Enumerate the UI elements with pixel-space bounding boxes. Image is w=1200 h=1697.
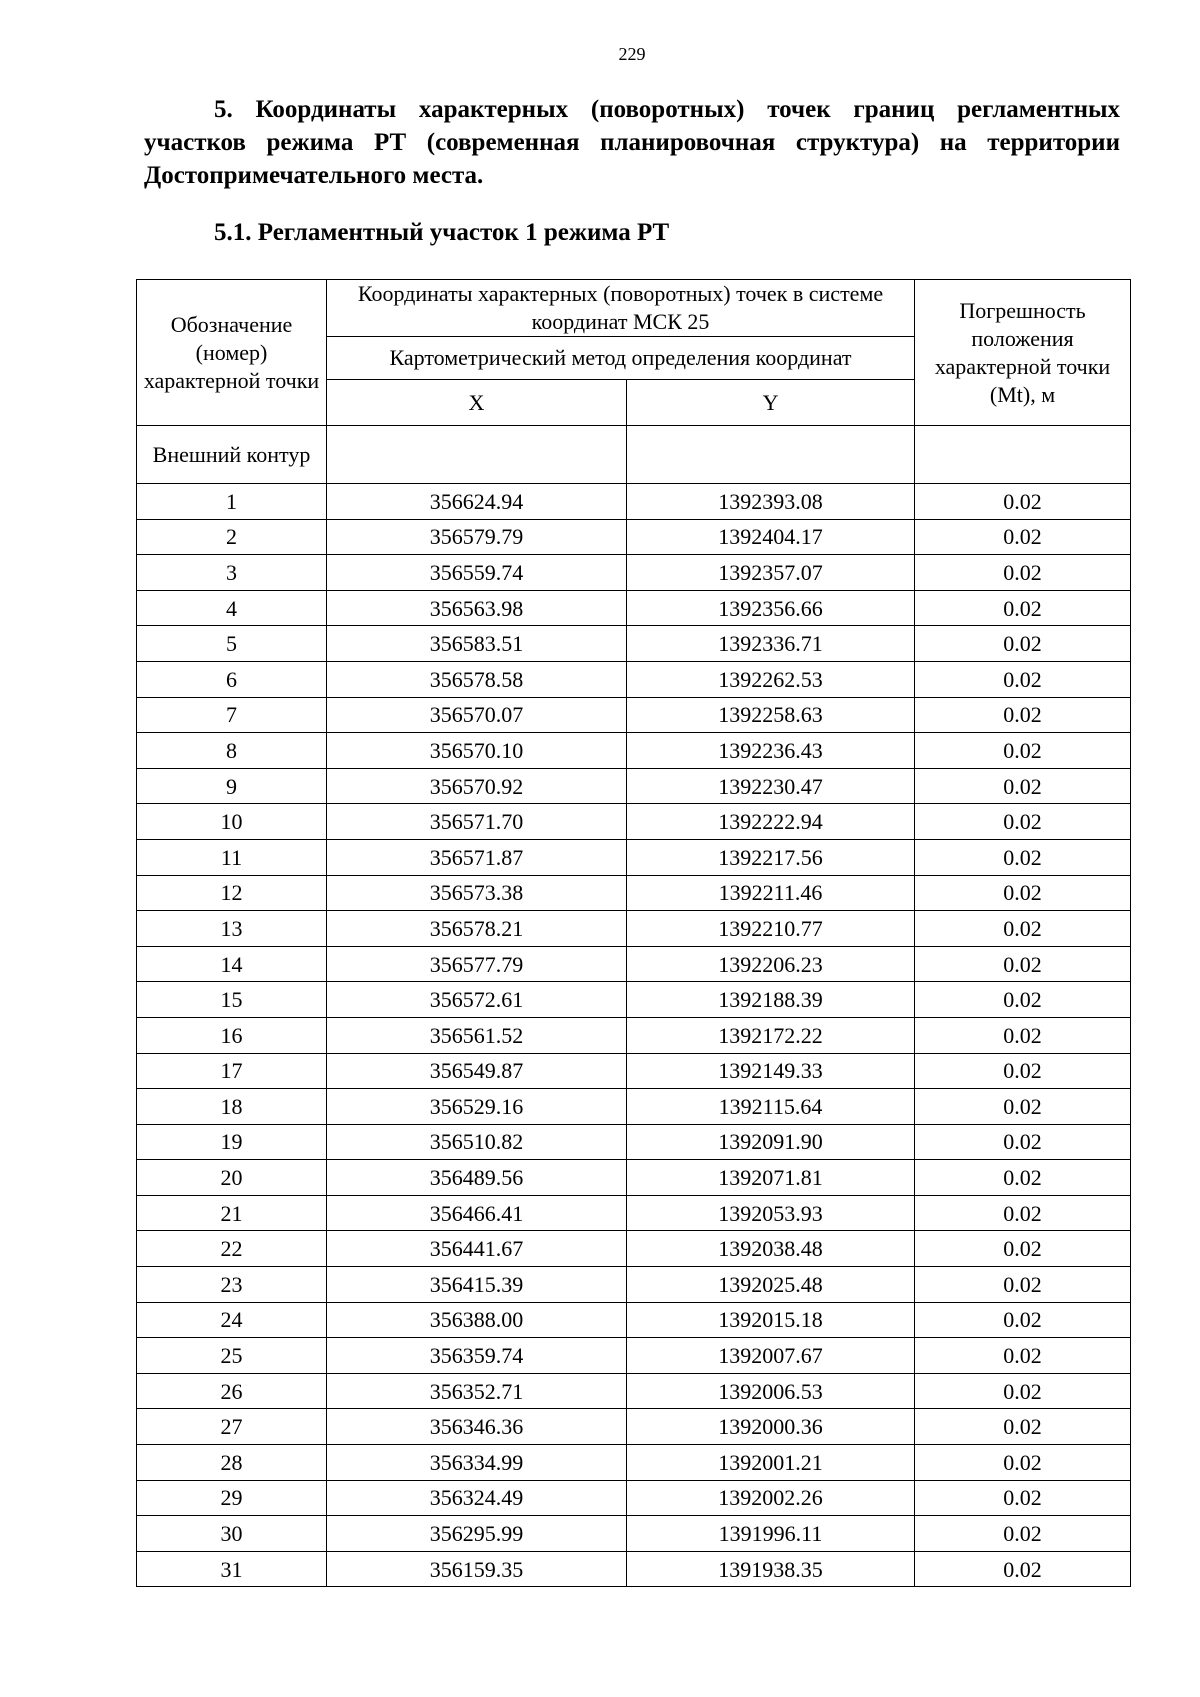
table-row	[137, 1053, 1131, 1089]
x-coordinate-cell: 356573.38	[327, 875, 627, 911]
x-coordinate-cell: 356510.82	[327, 1124, 627, 1160]
y-coordinate-cell: 1392002.26	[627, 1480, 915, 1516]
table-row	[137, 484, 1131, 520]
x-coordinate-cell: 356571.70	[327, 804, 627, 840]
error-cell: 0.02	[915, 1053, 1131, 1089]
y-coordinate-cell: 1391996.11	[627, 1516, 915, 1552]
point-number-cell: 29	[137, 1480, 327, 1516]
table-row	[137, 982, 1131, 1018]
point-number-cell: 10	[137, 804, 327, 840]
error-cell: 0.02	[915, 1516, 1131, 1552]
table-row	[137, 1551, 1131, 1587]
point-number-cell: 28	[137, 1445, 327, 1481]
x-coordinate-cell: 356529.16	[327, 1089, 627, 1125]
table-row	[137, 1089, 1131, 1125]
y-coordinate-cell: 1392015.18	[627, 1302, 915, 1338]
table-row	[137, 875, 1131, 911]
error-cell: 0.02	[915, 661, 1131, 697]
header-x: X	[327, 380, 627, 426]
error-cell: 0.02	[915, 626, 1131, 662]
contour-row	[137, 426, 1131, 484]
point-number-cell: 27	[137, 1409, 327, 1445]
y-coordinate-cell: 1392404.17	[627, 519, 915, 555]
section-number: 5.	[214, 96, 233, 123]
point-number-cell: 7	[137, 697, 327, 733]
header-method: Картометрический метод определения координат	[327, 337, 915, 380]
error-cell: 0.02	[915, 733, 1131, 769]
error-cell: 0.02	[915, 697, 1131, 733]
table-row	[137, 768, 1131, 804]
point-number-cell: 3	[137, 555, 327, 591]
x-coordinate-cell: 356441.67	[327, 1231, 627, 1267]
x-coordinate-cell: 356359.74	[327, 1338, 627, 1374]
y-coordinate-cell: 1392210.77	[627, 911, 915, 947]
point-number-cell: 21	[137, 1195, 327, 1231]
y-coordinate-cell: 1392038.48	[627, 1231, 915, 1267]
y-coordinate-cell: 1392006.53	[627, 1373, 915, 1409]
point-number-cell: 23	[137, 1267, 327, 1303]
y-coordinate-cell: 1392336.71	[627, 626, 915, 662]
point-number-cell: 15	[137, 982, 327, 1018]
x-coordinate-cell: 356549.87	[327, 1053, 627, 1089]
point-number-cell: 4	[137, 590, 327, 626]
point-number-cell: 24	[137, 1302, 327, 1338]
point-number-cell: 1	[137, 484, 327, 520]
error-cell: 0.02	[915, 1089, 1131, 1125]
x-coordinate-cell: 356578.21	[327, 911, 627, 947]
table-row	[137, 1480, 1131, 1516]
y-coordinate-cell: 1392258.63	[627, 697, 915, 733]
x-coordinate-cell: 356570.07	[327, 697, 627, 733]
point-number-cell: 31	[137, 1551, 327, 1587]
point-number-cell: 5	[137, 626, 327, 662]
table-row	[137, 1409, 1131, 1445]
x-coordinate-cell: 356334.99	[327, 1445, 627, 1481]
x-coordinate-cell: 356624.94	[327, 484, 627, 520]
error-cell: 0.02	[915, 1160, 1131, 1196]
y-coordinate-cell: 1392217.56	[627, 839, 915, 875]
point-number-cell: 25	[137, 1338, 327, 1374]
error-cell: 0.02	[915, 1551, 1131, 1587]
point-number-cell: 20	[137, 1160, 327, 1196]
table-row	[137, 946, 1131, 982]
x-coordinate-cell: 356159.35	[327, 1551, 627, 1587]
table-cell	[327, 426, 627, 484]
header-point: Обозначение (номер) характерной точки	[137, 280, 327, 426]
error-cell: 0.02	[915, 982, 1131, 1018]
x-coordinate-cell: 356563.98	[327, 590, 627, 626]
point-number-cell: 16	[137, 1017, 327, 1053]
table-row	[137, 1231, 1131, 1267]
error-cell: 0.02	[915, 484, 1131, 520]
x-coordinate-cell: 356489.56	[327, 1160, 627, 1196]
point-number-cell: 9	[137, 768, 327, 804]
y-coordinate-cell: 1392149.33	[627, 1053, 915, 1089]
y-coordinate-cell: 1392393.08	[627, 484, 915, 520]
x-coordinate-cell: 356415.39	[327, 1267, 627, 1303]
error-cell: 0.02	[915, 1124, 1131, 1160]
point-number-cell: 8	[137, 733, 327, 769]
table-row	[137, 1124, 1131, 1160]
error-cell: 0.02	[915, 1302, 1131, 1338]
table-row	[137, 1160, 1131, 1196]
y-coordinate-cell: 1392188.39	[627, 982, 915, 1018]
table-row	[137, 804, 1131, 840]
x-coordinate-cell: 356352.71	[327, 1373, 627, 1409]
point-number-cell: 14	[137, 946, 327, 982]
error-cell: 0.02	[915, 1409, 1131, 1445]
table-row	[137, 1445, 1131, 1481]
x-coordinate-cell: 356570.92	[327, 768, 627, 804]
point-number-cell: 19	[137, 1124, 327, 1160]
y-coordinate-cell: 1391938.35	[627, 1551, 915, 1587]
table-row	[137, 733, 1131, 769]
error-cell: 0.02	[915, 555, 1131, 591]
y-coordinate-cell: 1392115.64	[627, 1089, 915, 1125]
error-cell: 0.02	[915, 1231, 1131, 1267]
y-coordinate-cell: 1392001.21	[627, 1445, 915, 1481]
table-row	[137, 1195, 1131, 1231]
error-cell: 0.02	[915, 1195, 1131, 1231]
x-coordinate-cell: 356583.51	[327, 626, 627, 662]
table-row	[137, 1017, 1131, 1053]
table-cell	[627, 426, 915, 484]
error-cell: 0.02	[915, 911, 1131, 947]
y-coordinate-cell: 1392211.46	[627, 875, 915, 911]
x-coordinate-cell: 356295.99	[327, 1516, 627, 1552]
table-row	[137, 626, 1131, 662]
y-coordinate-cell: 1392025.48	[627, 1267, 915, 1303]
x-coordinate-cell: 356388.00	[327, 1302, 627, 1338]
page-number: 229	[618, 44, 646, 64]
error-cell: 0.02	[915, 519, 1131, 555]
table-row	[137, 697, 1131, 733]
error-cell: 0.02	[915, 946, 1131, 982]
point-number-cell: 13	[137, 911, 327, 947]
table-row	[137, 1338, 1131, 1374]
table-row	[137, 1373, 1131, 1409]
point-number-cell: 26	[137, 1373, 327, 1409]
y-coordinate-cell: 1392262.53	[627, 661, 915, 697]
y-coordinate-cell: 1392172.22	[627, 1017, 915, 1053]
point-number-cell: 12	[137, 875, 327, 911]
y-coordinate-cell: 1392053.93	[627, 1195, 915, 1231]
x-coordinate-cell: 356466.41	[327, 1195, 627, 1231]
error-cell: 0.02	[915, 839, 1131, 875]
error-cell: 0.02	[915, 1338, 1131, 1374]
x-coordinate-cell: 356561.52	[327, 1017, 627, 1053]
x-coordinate-cell: 356579.79	[327, 519, 627, 555]
y-coordinate-cell: 1392091.90	[627, 1124, 915, 1160]
contour-label: Внешний контур	[137, 426, 327, 484]
table-row	[137, 1302, 1131, 1338]
y-coordinate-cell: 1392356.66	[627, 590, 915, 626]
header-y: Y	[627, 380, 915, 426]
section-title-text: Координаты характерных (поворотных) точек границ регламентных участков режима РТ (современная планировочная структура) на территории Достопримечательного места.	[144, 96, 1120, 189]
point-number-cell: 2	[137, 519, 327, 555]
x-coordinate-cell: 356570.10	[327, 733, 627, 769]
error-cell: 0.02	[915, 1017, 1131, 1053]
header-error: Погрешность положения характерной точки (Mt), м	[915, 280, 1131, 426]
x-coordinate-cell: 356578.58	[327, 661, 627, 697]
point-number-cell: 17	[137, 1053, 327, 1089]
error-cell: 0.02	[915, 1480, 1131, 1516]
coordinates-table	[136, 279, 1131, 1587]
table-row	[137, 1267, 1131, 1303]
y-coordinate-cell: 1392236.43	[627, 733, 915, 769]
y-coordinate-cell: 1392222.94	[627, 804, 915, 840]
table-row	[137, 555, 1131, 591]
error-cell: 0.02	[915, 590, 1131, 626]
table-row	[137, 839, 1131, 875]
table-row	[137, 519, 1131, 555]
x-coordinate-cell: 356571.87	[327, 839, 627, 875]
table-row	[137, 590, 1131, 626]
section-title	[144, 93, 1120, 192]
point-number-cell: 6	[137, 661, 327, 697]
error-cell: 0.02	[915, 875, 1131, 911]
error-cell: 0.02	[915, 1373, 1131, 1409]
error-cell: 0.02	[915, 1445, 1131, 1481]
error-cell: 0.02	[915, 804, 1131, 840]
y-coordinate-cell: 1392230.47	[627, 768, 915, 804]
x-coordinate-cell: 356559.74	[327, 555, 627, 591]
x-coordinate-cell: 356577.79	[327, 946, 627, 982]
y-coordinate-cell: 1392206.23	[627, 946, 915, 982]
y-coordinate-cell: 1392007.67	[627, 1338, 915, 1374]
table-cell	[915, 426, 1131, 484]
error-cell: 0.02	[915, 1267, 1131, 1303]
header-coordinate-system: Координаты характерных (поворотных) точек в системе координат МСК 25	[327, 280, 915, 337]
point-number-cell: 11	[137, 839, 327, 875]
x-coordinate-cell: 356324.49	[327, 1480, 627, 1516]
point-number-cell: 18	[137, 1089, 327, 1125]
subsection-title: 5.1. Регламентный участок 1 режима РТ	[214, 219, 670, 246]
x-coordinate-cell: 356346.36	[327, 1409, 627, 1445]
y-coordinate-cell: 1392357.07	[627, 555, 915, 591]
y-coordinate-cell: 1392000.36	[627, 1409, 915, 1445]
x-coordinate-cell: 356572.61	[327, 982, 627, 1018]
table-row	[137, 911, 1131, 947]
point-number-cell: 22	[137, 1231, 327, 1267]
point-number-cell: 30	[137, 1516, 327, 1552]
table-row	[137, 661, 1131, 697]
y-coordinate-cell: 1392071.81	[627, 1160, 915, 1196]
error-cell: 0.02	[915, 768, 1131, 804]
table-row	[137, 1516, 1131, 1552]
